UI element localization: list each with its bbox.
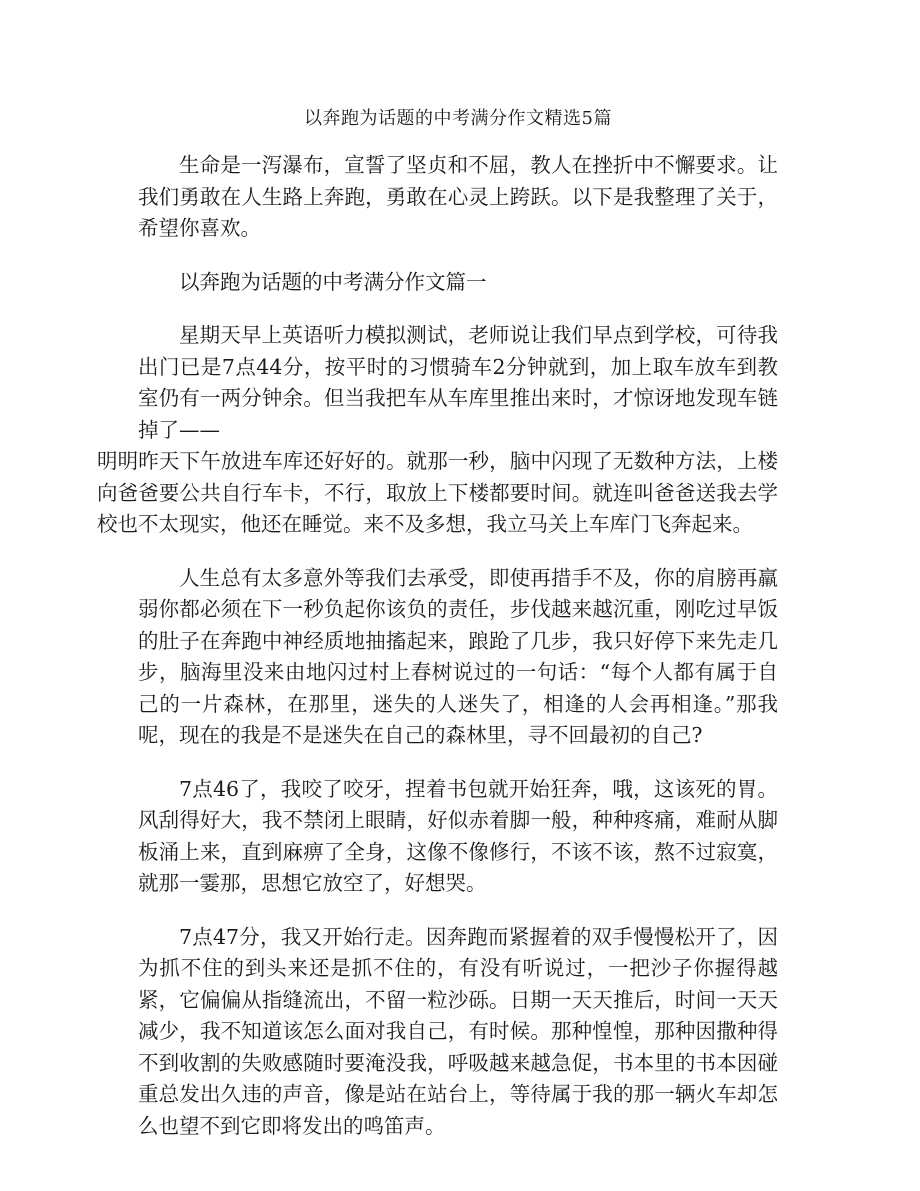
paragraph-1-part-1: 星期天早上英语听力模拟测试，老师说让我们早点到学校，可待我出门已是7点44分，按平时的习惯骑车2分钟就到，加上取车放车到教室仍有一两分钟余。但当我把车从车库里推出来时，才惊讶地发现车链掉了——	[138, 323, 778, 442]
document-page	[97, 104, 778, 1164]
paragraph-4: 7点47分，我又开始行走。因奔跑而紧握着的双手慢慢松开了，因为抓不住的到头来还是抓不住的，有没有听说过，一把沙子你握得越紧，它偏偏从指缝流出，不留一粒沙砾。日期一天天推后，时间一天天减少，我不知道该怎么面对我自己，有时候。那种惶惶，那种因撒种得不到收割的失败感随时要淹没我，呼吸越来越急促，书本里的书本因碰重总发出久违的声音，像是站在站台上，等待属于我的那一辆火车却怎么也望不到它即将发出的鸣笛声。	[138, 924, 778, 1138]
paragraph-3: 7点46了，我咬了咬牙，捏着书包就开始狂奔，哦，这该死的胃。风刮得好大，我不禁闭上眼睛，好似赤着脚一般，种种疼痛，难耐从脚板涌上来，直到麻痹了全身，这像不像修行，不该不该，熬不过寂寞，就那一霎那，思想它放空了，好想哭。	[138, 776, 778, 895]
paragraph-1	[97, 320, 778, 541]
section-heading: 以奔跑为话题的中考满分作文篇一	[179, 269, 487, 294]
paragraph-1-part-2: 明明昨天下午放进车库还好好的。就那一秒，脑中闪现了无数种方法，上楼向爸爸要公共自行车卡，不行，取放上下楼都要时间。就连叫爸爸送我去学校也不太现实，他还在睡觉。来不及多想，我立马关上车库门飞奔起来。	[97, 449, 778, 536]
intro-paragraph: 生命是一泻瀑布，宣誓了坚贞和不屈，教人在挫折中不懈要求。让我们勇敢在人生路上奔跑，勇敢在心灵上跨跃。以下是我整理了关于，希望你喜欢。	[138, 153, 778, 240]
paragraph-2: 人生总有太多意外等我们去承受，即使再措手不及，你的肩膀再羸弱你都必须在下一秒负起你该负的责任，步伐越来越沉重，刚吃过早饭的肚子在奔跑中神经质地抽搐起来，踉跄了几步，我只好停下来先走几步，脑海里没来由地闪过村上春树说过的一句话：“每个人都有属于自己的一片森林，在那里，迷失的人迷失了，相逢的人会再相逢。”那我呢，现在的我是不是迷失在自己的森林里，寻不回最初的自己?	[138, 565, 778, 747]
document-title: 以奔跑为话题的中考满分作文精选5篇	[304, 108, 612, 129]
